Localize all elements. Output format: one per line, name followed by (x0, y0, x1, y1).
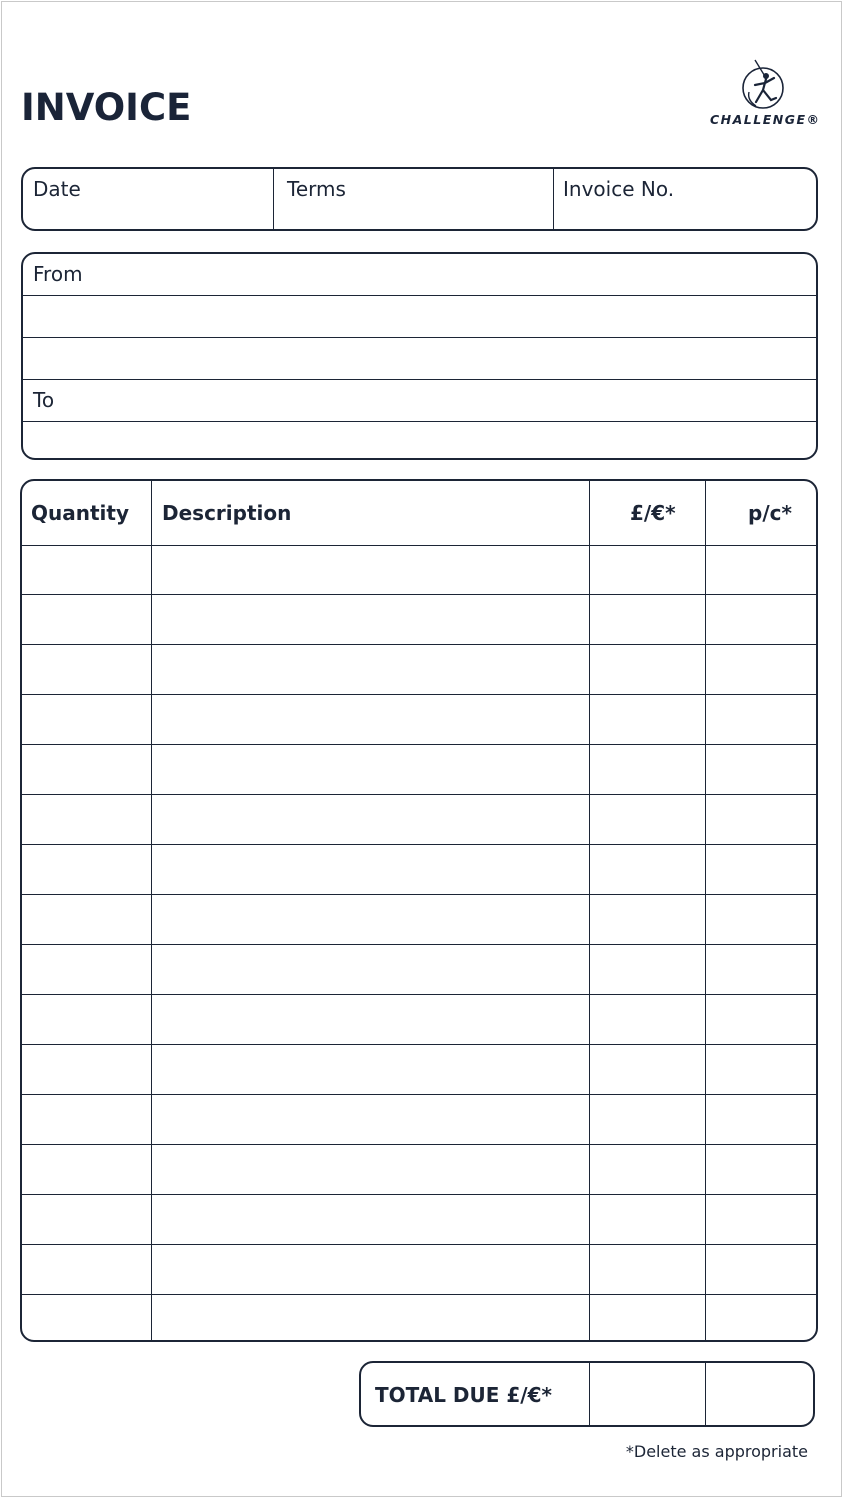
table-row[interactable] (22, 745, 816, 795)
invoice-number-field[interactable] (553, 169, 816, 229)
table-row[interactable] (22, 795, 816, 845)
invoice-header-fields (21, 167, 818, 231)
table-row[interactable] (22, 645, 816, 695)
table-row[interactable] (22, 1095, 816, 1145)
description-column-header: Description (162, 501, 292, 525)
table-row[interactable] (22, 945, 816, 995)
from-address-line[interactable] (23, 338, 816, 380)
column-divider (705, 481, 706, 1340)
table-row[interactable] (22, 1045, 816, 1095)
total-due-box (359, 1361, 815, 1427)
column-divider (589, 481, 590, 1340)
line-items-table (20, 479, 818, 1342)
table-row[interactable] (22, 895, 816, 945)
to-label: To (33, 388, 55, 412)
table-row[interactable] (22, 595, 816, 645)
table-row[interactable] (22, 1295, 816, 1342)
to-address-line[interactable] (23, 422, 816, 460)
brand-name: CHALLENGE® (710, 112, 821, 127)
table-row[interactable] (22, 695, 816, 745)
table-header (22, 481, 816, 546)
quantity-column-header: Quantity (31, 501, 129, 525)
table-row[interactable] (22, 1145, 816, 1195)
footnote: *Delete as appropriate (625, 1442, 808, 1461)
table-row[interactable] (22, 1195, 816, 1245)
challenge-athlete-logo-icon (736, 58, 794, 112)
column-divider (705, 1363, 706, 1425)
column-divider (589, 1363, 590, 1425)
total-due-label: TOTAL DUE £/€* (375, 1383, 552, 1407)
invoice-page (1, 1, 842, 1497)
table-row[interactable] (22, 1245, 816, 1295)
page-title: INVOICE (21, 86, 192, 129)
terms-field[interactable] (277, 169, 553, 229)
to-field[interactable] (23, 380, 816, 422)
table-row[interactable] (22, 995, 816, 1045)
date-label: Date (33, 177, 81, 201)
table-row[interactable] (22, 545, 816, 595)
invoice-number-label: Invoice No. (563, 177, 675, 201)
terms-label: Terms (287, 177, 346, 201)
from-label: From (33, 262, 83, 286)
address-section (21, 252, 818, 460)
table-row[interactable] (22, 845, 816, 895)
column-divider (151, 481, 152, 1340)
pence-cents-column-header: p/c* (748, 501, 792, 525)
from-field[interactable] (23, 254, 816, 296)
divider (273, 169, 274, 229)
from-address-line[interactable] (23, 296, 816, 338)
brand-logo (710, 58, 820, 130)
date-field[interactable] (23, 169, 273, 229)
pounds-euros-column-header: £/€* (630, 501, 676, 525)
